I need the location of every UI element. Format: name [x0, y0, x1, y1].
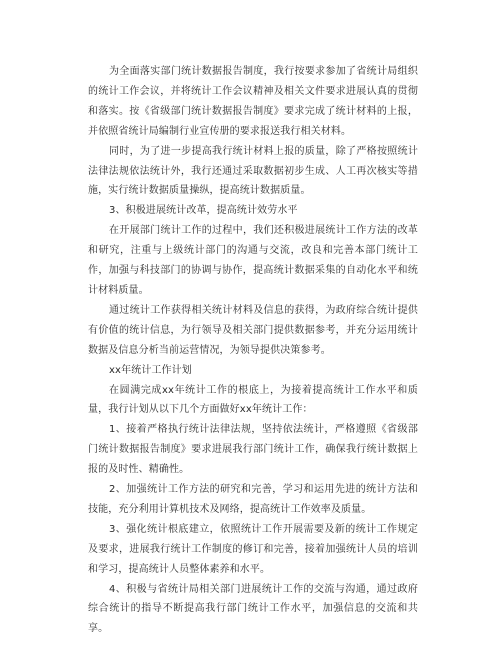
- section-heading-reform: 3、积极进展统计改革，提高统计效劳水平: [109, 205, 298, 217]
- paragraph-plan-intro: 在圆满完成xx年统计工作的根底上，为接着提高统计工作水平和质量，我行计划从以下几个方面做好xx年统计工作：: [88, 384, 418, 416]
- plan-item-2: 2、加强统计工作方法的研究和完善，学习和运用先进的统计方法和技能，充分利用计算机技术及网络，提高统计工作效率及质量。: [88, 484, 418, 515]
- section-heading-work-plan: xx年统计工作计划: [109, 364, 192, 376]
- paragraph-method-reform: 在开展部门统计工作的过程中，我们还积极进展统计工作方法的改革和研究，注重与上级统计部门的沟通与交流，改良和完善本部门统计工作，加强与科技部门的协调与协作，提高统计数据采集的自动化水平和统计材料质量。: [88, 225, 418, 296]
- paragraph-statistical-info: 通过统计工作获得相关统计材料及信息的获得，为政府综合统计提供有价值的统计信息，为行领导及相关部门提供数据参考，并充分运用统计数据及信息分析当前运营情况，为领导提供决策参考。: [88, 304, 418, 356]
- paragraph-data-quality: 同时，为了进一步提高我行统计材料上报的质量，除了严格按照统计法律法规依法统计外，我行还通过采取数据初步生成、人工再次核实等措施，实行统计数据质量操纵，提高统计数据质量。: [88, 145, 418, 197]
- plan-item-3: 3、强化统计根底建立，依照统计工作开展需要及新的统计工作规定及要求，进展我行统计工作制度的修订和完善，接着加强统计人员的培训和学习，提高统计人员整体素养和水平。: [88, 523, 418, 575]
- paragraph-data-reporting: 为全面落实部门统计数据报告制度，我行按要求参加了省统计局组织的统计工作会议，并将统计工作会议精神及相关文件要求进展认真的贯彻和落实。按《省级部门统计数据报告制度》要求完成了统计材料的上报，并依照省统计局编制行业宣传册的要求报送我行相关材料。: [88, 66, 418, 137]
- plan-item-1: 1、接着严格执行统计法律法规，坚持依法统计，严格遵照《省级部门统计数据报告制度》要求进展我行部门统计工作，确保我行统计数据上报的及时性、精确性。: [88, 424, 418, 476]
- plan-item-4: 4、积极与省统计局相关部门进展统计工作的交流与沟通，通过政府综合统计的指导不断提高我行部门统计工作水平，加强信息的交流和共享。: [88, 583, 418, 635]
- document-body: [88, 62, 418, 639]
